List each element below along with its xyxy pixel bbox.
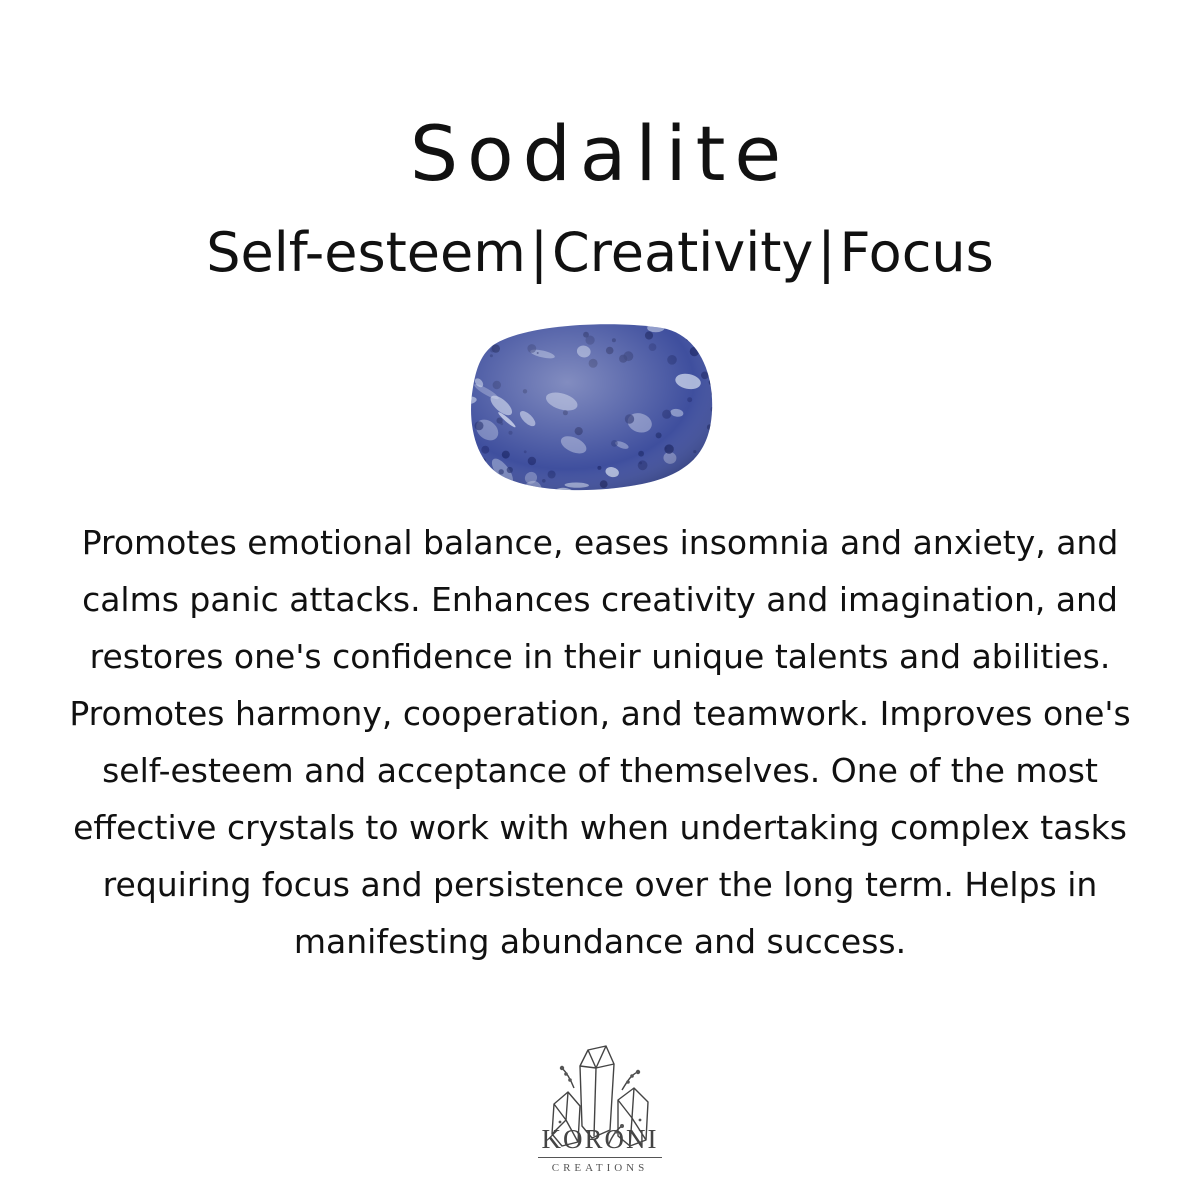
description-text: Promotes emotional balance, eases insomnia and anxiety, and calms panic attacks. Enhances creativity and imagination, and restores one's confidence in their unique talents and abilities. Promotes harmony, cooperation, and teamwork. Improves one's self-esteem and acceptance of themselves. One of the most effective crystals to work with when undertaking complex tasks requiring focus and persistence over the long term. Helps in manifesting abundance and success. (69, 523, 1131, 961)
subtitle (0, 218, 1200, 288)
subtitle-separator: | (529, 221, 549, 284)
logo-tagline: CREATIONS (551, 1162, 649, 1174)
subtitle-separator: | (817, 221, 836, 284)
page-title: Sodalite (409, 109, 791, 198)
sodalite-stone-icon (462, 316, 718, 496)
subtitle-creativity: Creativity (552, 221, 814, 284)
logo-name: KORONI (541, 1124, 659, 1154)
subtitle-focus: Focus (839, 221, 994, 284)
logo-divider (538, 1157, 662, 1158)
subtitle-self-esteem: Self-esteem (206, 221, 526, 284)
